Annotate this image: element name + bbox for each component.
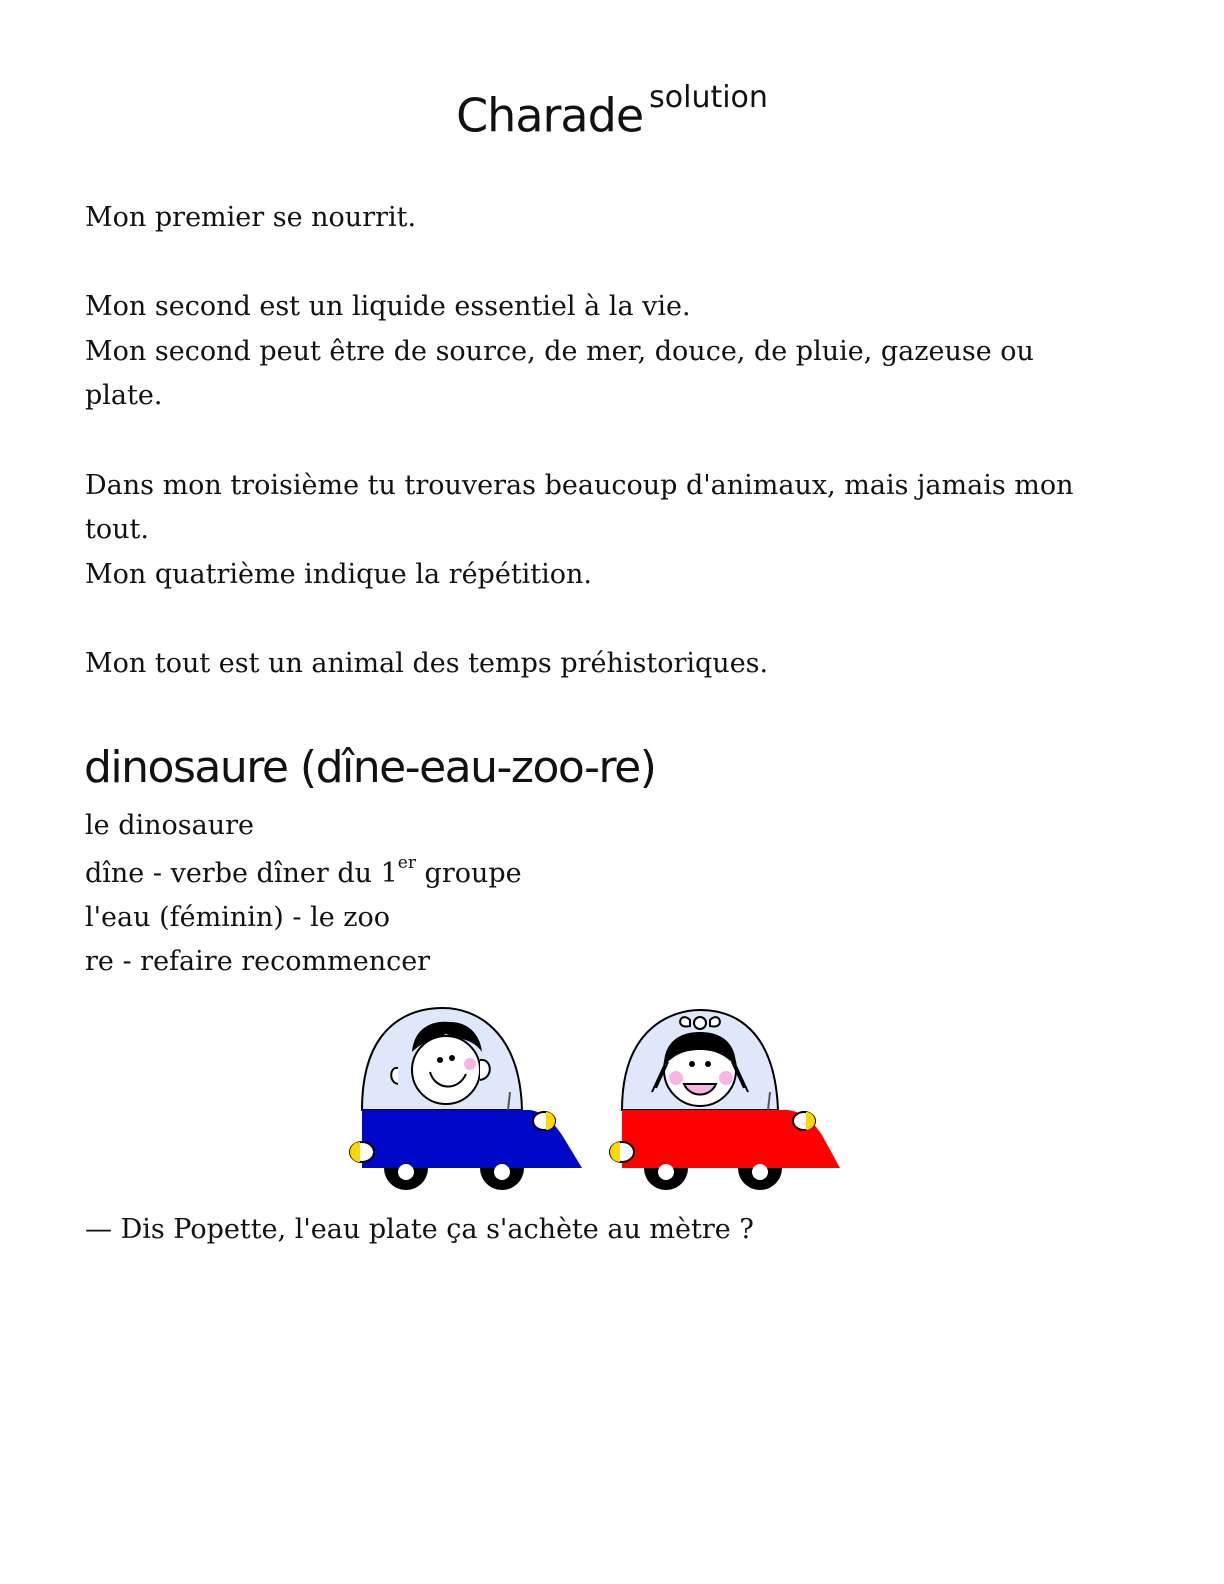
riddle-line-4: plate. [85, 380, 163, 411]
riddle-line-5: Dans mon troisième tu trouveras beaucoup d'animaux, mais jamais mon [85, 470, 1074, 501]
detail-2-before: dîne - verbe dîner du 1 [85, 858, 398, 889]
solution-detail-1: le dinosaure [85, 810, 254, 841]
solution-detail-4: re - refaire recommencer [85, 946, 431, 977]
red-car [610, 1010, 840, 1190]
riddle-line-1: Mon premier se nourrit. [85, 202, 417, 233]
riddle-line-6: tout. [85, 514, 149, 545]
riddle-line-2: Mon second est un liquide essentiel à la vie. [85, 291, 691, 322]
title-text: Charade [456, 88, 644, 143]
detail-2-superscript: er [397, 853, 416, 873]
solution-detail-2 [85, 853, 522, 889]
solution-detail-3: l'eau (féminin) - le zoo [85, 902, 391, 933]
cars-illustration [340, 1000, 850, 1205]
blue-car [350, 1008, 582, 1190]
joke-line: — Dis Popette, l'eau plate ça s'achète au mètre ? [85, 1214, 754, 1245]
detail-2-after: groupe [415, 858, 522, 889]
solution-answer: dinosaure (dîne-eau-zoo-re) [84, 742, 656, 793]
riddle-line-7: Mon quatrième indique la répétition. [85, 559, 593, 590]
riddle-line-8: Mon tout est un animal des temps préhistoriques. [85, 648, 769, 679]
page-title [0, 80, 1224, 143]
riddle-line-3: Mon second peut être de source, de mer, douce, de pluie, gazeuse ou [85, 336, 1034, 367]
title-superscript: solution [649, 80, 768, 115]
